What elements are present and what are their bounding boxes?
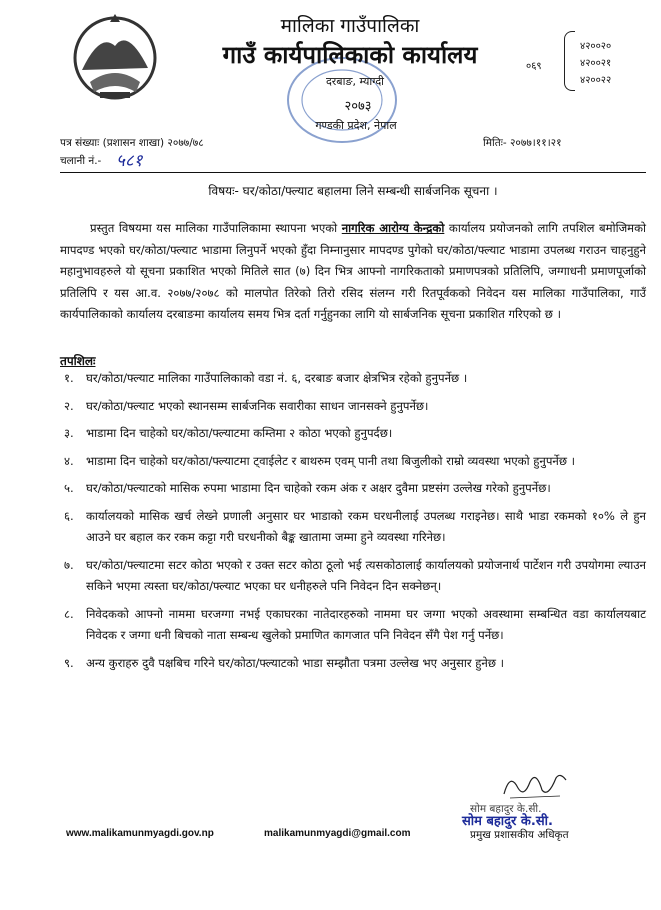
list-item [60, 555, 646, 598]
nepal-emblem-icon [70, 12, 160, 104]
signatory-stamp-name: सोम बहादुर के.सी. [462, 814, 553, 829]
item-number: ७. [64, 557, 74, 572]
phone-number: ४२००२० [580, 41, 612, 52]
list-item [60, 451, 646, 473]
list-item [60, 368, 646, 390]
item-text: घर/कोठा/फ्ल्याटमा सटर कोठा भएको र उक्त सटर कोठा ठूलो भई त्यसकोठालाई कार्यालयको प्रयोजनार्थ पार्टेशन गरी उपयोगमा ल्याउन सकिने भएमा त्यस्ता घर/कोठा/फ्ल्याट भएका घर धनीहरुले पनि निवेदन दिन सक्नेछन्। [86, 557, 646, 593]
office-place: दरबाङ, म्याग्दी [325, 75, 385, 88]
item-text: भाडामा दिन चाहेको घर/कोठा/फ्ल्याटमा ट्वाईलेट र बाथरुम एवम् पानी तथा बिजुलीको राम्रो व्यवस्था भएको हुनुपर्नेछ । [86, 453, 576, 468]
municipality-name: मालिका गाउँपालिका [280, 15, 420, 37]
item-number: २. [64, 398, 74, 413]
item-number: ६. [64, 508, 74, 523]
intro-highlight: नागरिक आरोग्य केन्द्रको [341, 221, 445, 235]
item-text: घर/कोठा/फ्ल्याट मालिका गाउँपालिकाको वडा नं. ६, दरबाङ बजार क्षेत्रभित्र रहेको हुनुपर्नेछ । [86, 371, 468, 385]
phone-brace [564, 31, 575, 91]
province: गण्डकी प्रदेश, नेपाल [315, 119, 397, 132]
list-item [60, 423, 646, 445]
item-text: कार्यालयको मासिक खर्च लेख्ने प्रणाली अनुसार घर भाडाको रकम घरधनीलाई उपलब्ध गराइनेछ। साथै भाडा रकमको १०% ले हुन आउने घर बहाल कर रकम कट्टा गरी घरधनीको बैङ्क खातामा जम्मा हुने व्यवस्था गरिनेछ। [86, 508, 646, 544]
signatory-designation: प्रमुख प्रशासकीय अधिकृत [470, 829, 569, 841]
list-item [60, 604, 646, 647]
item-text: घर/कोठा/फ्ल्याटको मासिक रुपमा भाडामा दिन चाहेको रकम अंक र अक्षर दुवैमा प्रष्टसंग उल्लेख गरेको हुनुपर्नेछ। [86, 481, 551, 495]
website-link[interactable]: www.malikamunmyagdi.gov.np [66, 828, 214, 839]
phone-number: ४२००२२ [580, 75, 612, 86]
intro-paragraph [60, 218, 646, 326]
item-text: निवेदकको आफ्नो नाममा घरजग्गा नभई एकाघरका नातेदारहरुको नाममा घर जग्गा भएको अवस्थामा सम्बन्धित वडा कार्यालयबाट निवेदक र जग्गा धनी बिचको नाता सम्बन्ध खुलेको प्रमाणित कागजात पनि निवेदन सँगै पेश गर्नु पर्नेछ। [86, 606, 646, 642]
subject-line: विषयः- घर/कोठा/फ्ल्याट बहालमा लिने सम्बन्धी सार्बजनिक सूचना । [208, 184, 498, 198]
office-title: गाउँ कार्यपालिकाको कार्यालय [222, 41, 478, 69]
item-text: घर/कोठा/फ्ल्याट भएको स्थानसम्म सार्बजनिक सवारीका साधन जानसक्ने हुनुपर्नेछ। [86, 398, 429, 413]
stamp-year: २०७३ [344, 99, 372, 114]
item-number: ८. [64, 606, 74, 621]
item-text: भाडामा दिन चाहेको घर/कोठा/फ्ल्याटमा कम्तिमा २ कोठा भएको हुनुपर्दछ। [86, 426, 393, 440]
list-item [60, 653, 646, 675]
signatory-name: सोम बहादुर के.सी. [470, 803, 542, 815]
criteria-list [60, 368, 646, 680]
phone-list [580, 38, 611, 89]
item-number: १. [64, 371, 74, 385]
chalani-label: चलानी नं.- [60, 155, 102, 167]
chalani-number: ५८१ [116, 151, 143, 171]
item-number: ५. [64, 481, 74, 495]
list-item [60, 478, 646, 500]
item-text: अन्य कुराहरु दुवै पक्षबिच गरिने घर/कोठा/फ्ल्याटको भाडा सम्झौता पत्रमा उल्लेख भए अनुसार हुनेछ । [86, 655, 505, 670]
item-number: ९. [64, 655, 74, 670]
phone-code: ०६९ [526, 61, 542, 72]
intro-text: प्रस्तुत विषयमा यस मालिका गाउँपालिकामा स्थापना भएको [90, 221, 342, 235]
details-heading: तपशिलः [60, 354, 96, 368]
email-link[interactable]: malikamunmyagdi@gmail.com [264, 828, 411, 839]
list-item [60, 396, 646, 418]
list-item [60, 506, 646, 549]
item-number: ४. [64, 453, 74, 468]
phone-number: ४२००२१ [580, 58, 612, 69]
signature-icon [500, 768, 570, 802]
intro-text-continued: कार्यालय प्रयोजनको लागि तपशिल बमोजिमको मापदण्ड भएको घर/कोठा/फ्ल्याट भाडामा लिनुपर्ने भएकाे हुँदा निम्नानुसार मापदण्ड पुगेको घर/कोठा/फ्ल्याट भाडामा उपलब्ध गराउन चाहनुहुने महानुभावहरुले यो सूचना प्रकाशित भएको मितिले सात (७) दिन भित्र आफ्नो नागरिकताको प्रमाणपत्रको प्रतिलिपि, जग्गाधनी प्रमाणपूर्जाको प्रतिलिपि र यस आ.व. २०७७/२०७८ को मालपोत तिरेको तिरो रसिद संलग्न गरी रितपूर्वकको निवेदन यस मालिका गाउँपालिका, गाउँ कार्यपालिकाको कार्यालय दरबाङमा कार्यालय समय भित्र दर्ता गर्नुहुनका लागि यो सार्बजनिक सूचना प्रकाशित गरिएको छ । [60, 221, 647, 321]
item-number: ३. [64, 426, 74, 440]
letter-date: मितिः- २०७७।११।२१ [483, 137, 562, 149]
header-divider [60, 172, 646, 173]
letter-number: पत्र संख्याः (प्रशासन शाखा) २०७७/७८ [60, 137, 204, 149]
